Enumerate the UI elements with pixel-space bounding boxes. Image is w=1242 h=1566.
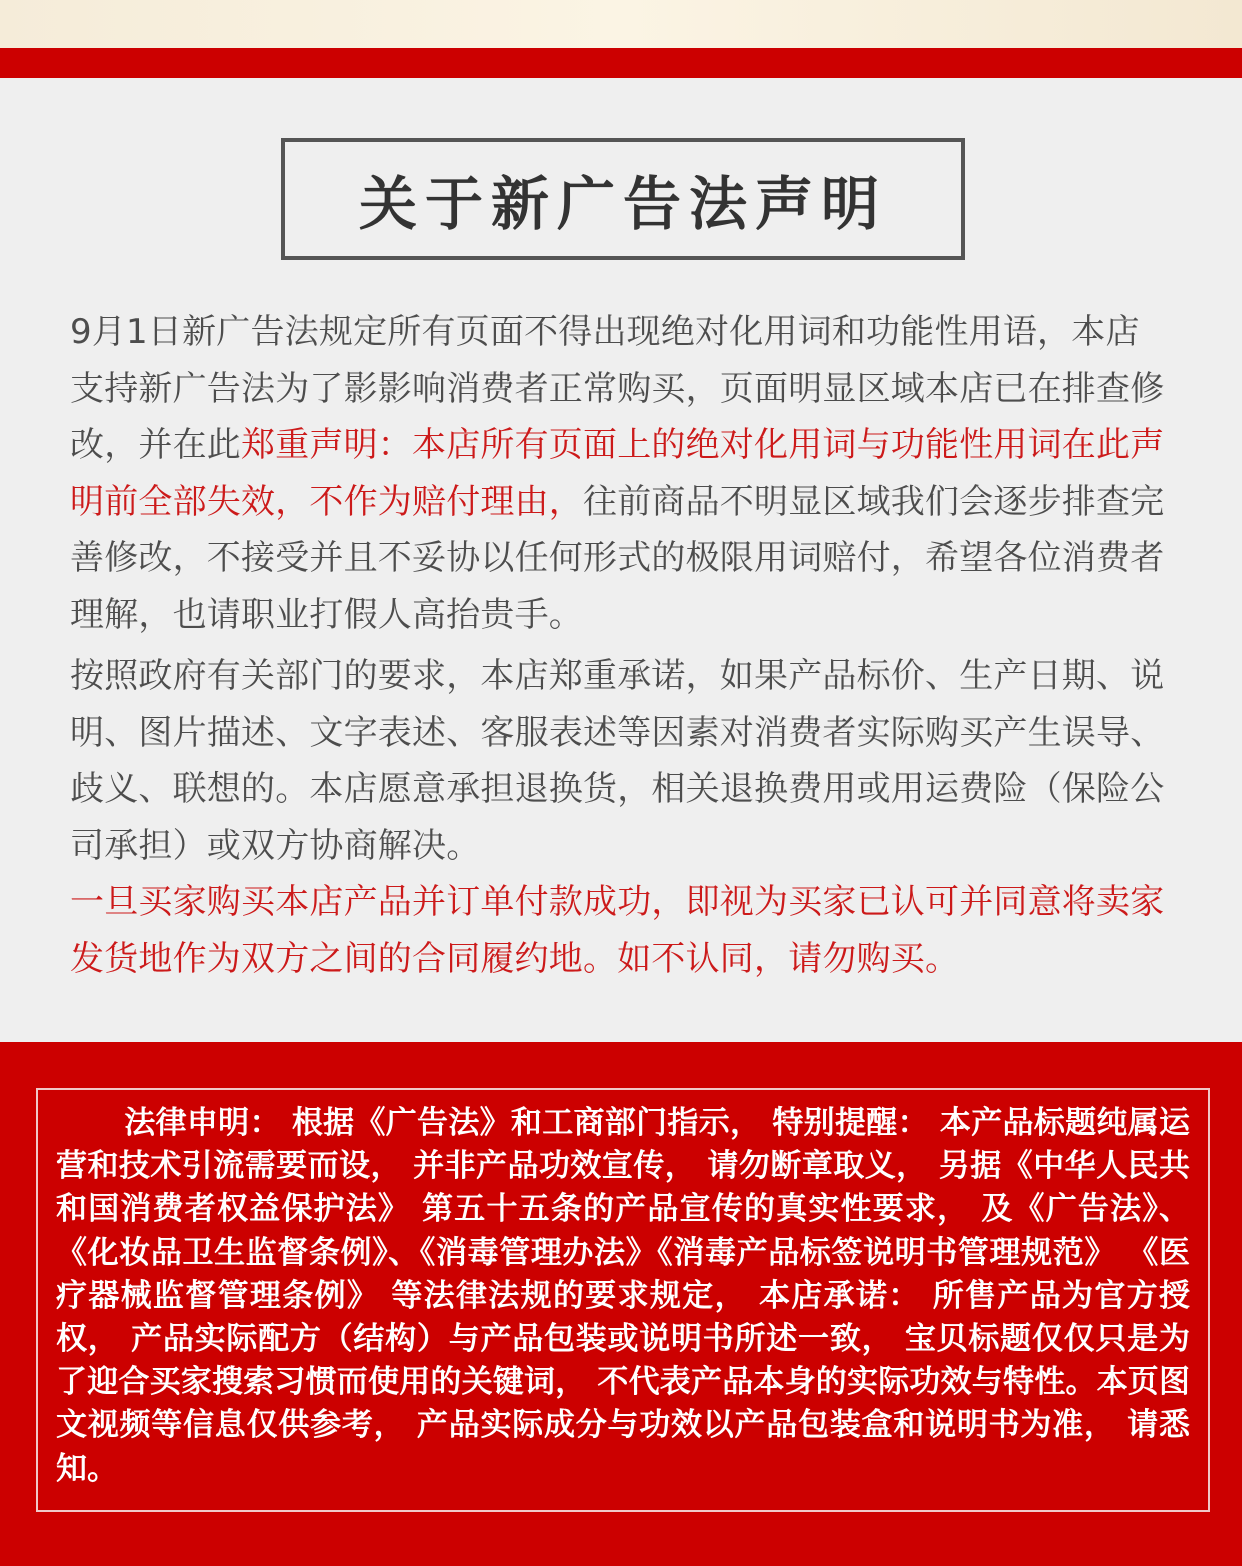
notice-body (70, 304, 1172, 987)
para1-text-b: 往前商品不明显区域我们会逐步排查完善修改，不接受并且不妥协以任何形式的极限用词赔付，希望各位消费者理解，也请职业打假人高抬贵手。 (70, 481, 1165, 635)
notice-paragraph-2: 按照政府有关部门的要求，本店郑重承诺，如果产品标价、生产日期、说明、图片描述、文字表述、客服表述等因素对消费者实际购买产生误导、歧义、联想的。本店愿意承担退换货，相关退换费用或用运费险（保险公司承担）或双方协商解决。 (70, 656, 1165, 866)
para1-red-declaration: 郑重声明：本店所有页面上的绝对化用词与功能性用词在此声明前全部失效，不作为赔付理由， (70, 425, 1165, 522)
para1-text-a: 9月1日新广告法规定所有页面不得出现绝对化用词和功能性用语，本店支持新广告法为了影影响消费者正常购买，页面明显区域本店已在排查修改，并在此 (70, 312, 1165, 465)
top-banner-strip (0, 0, 1242, 48)
legal-statement: 法律申明： 根据《广告法》和工商部门指示， 特别提醒： 本产品标题纯属运营和技术引流需要而设， 并非产品功效宣传， 请勿断章取义， 另据《中华人民共和国消费者权益保护法》 第五十五条的产品宣传的真实性要求， 及《广告法》、《化妆品卫生监督条例》、《消毒管理办法》《消毒产品标签说明书管理规范》 《医疗器械监督管理条例》 等法律法规的要求规定， 本店承诺： 所售产品为官方授权， 产品实际配方（结构）与产品包装或说明书所述一致， 宝贝标题仅仅只是为了迎合买家搜索习惯而使用的关键词， 不代表产品本身的实际功效与特性。本页图文视频等信息仅供参考， 产品实际成分与功效以产品包装盒和说明书为准， 请悉知。 (56, 1105, 1190, 1487)
title-box (281, 138, 965, 260)
page-title: 关于新广告法声明 (358, 170, 887, 238)
top-red-bar (0, 48, 1242, 78)
notice-paragraph-1 (70, 304, 1172, 643)
legal-statement-block (56, 1102, 1190, 1491)
notice-paragraph-3: 一旦买家购买本店产品并订单付款成功，即视为买家已认可并同意将卖家发货地作为双方之间的合同履约地。如不认同，请勿购买。 (70, 882, 1165, 979)
